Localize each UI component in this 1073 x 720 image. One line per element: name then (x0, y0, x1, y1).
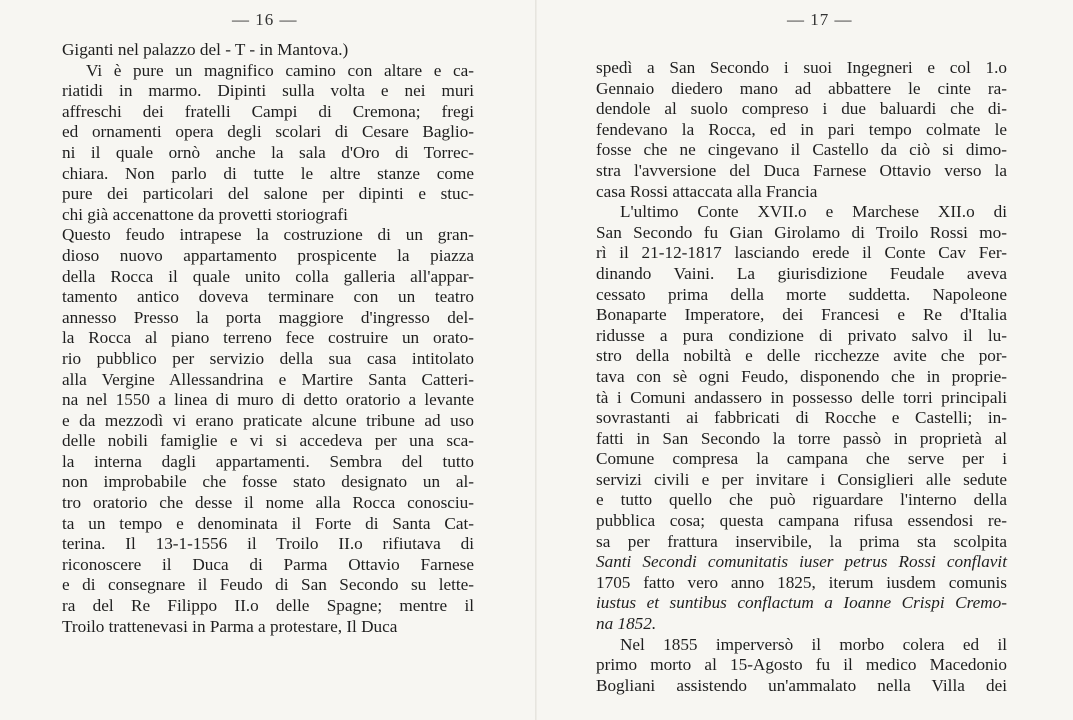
text-line: Troilo trattenevasi in Parma a protestare, Il Duca (62, 616, 398, 636)
text-line: tava con sè ogni Feudo, disponendo che in proprie- (596, 366, 1007, 386)
text-line: ed ornamenti opera degli scolari di Cesare Baglio- (62, 122, 474, 142)
text-line: cessato prima della morte suddetta. Napoleone (596, 284, 1007, 304)
text-line: ridusse a pura condizione di privato salvo il lu- (596, 325, 1007, 345)
text-line: L'ultimo Conte XVII.o e Marchese XII.o di (620, 202, 1007, 222)
text-line: chiara. Non parlo di tutte le altre stanze come (62, 163, 474, 183)
page-number: — 16 — (232, 10, 298, 29)
text-line: terina. Il 13-1-1556 il Troilo II.o rifiutava di (62, 534, 474, 554)
text-line: dioso nuovo appartamento prospicente la piazza (62, 245, 474, 265)
text-line: San Secondo fu Gian Girolamo di Troilo Rossi mo- (596, 222, 1007, 242)
text-line: casa Rossi attaccata alla Francia (596, 181, 818, 201)
text-line: iustus et suntibus conflactum a Ioanne Crispi Cremo- (596, 593, 1007, 613)
text-line: e di consegnare il Feudo di San Secondo su lette- (62, 575, 474, 595)
text-line: ta un tempo e denominata il Forte di Santa Cat- (62, 513, 474, 533)
text-line: Santi Secondi comunitatis iuser petrus Rossi conflavit (596, 552, 1007, 572)
text-line: sovrastanti ai fabbricati di Rocche e Castelli; in- (596, 408, 1007, 428)
text-line: Gennaio diedero mano ad abbattere le cinte ra- (596, 78, 1007, 98)
text-line: pure dei particolari del salone per dipinti e stuc- (62, 184, 474, 204)
text-line: fatti in San Secondo la torre passò in proprietà al (596, 428, 1007, 448)
text-line: alla Vergine Allessandrina e Martire Santa Catteri- (62, 369, 474, 389)
left-page (0, 0, 536, 720)
text-line: Nel 1855 imperversò il morbo colera ed il (620, 634, 1007, 654)
text-line: delle nobili famiglie e vi si accedeva per una sca- (62, 431, 474, 451)
text-line: fendevano la Rocca, ed in pari tempo colmate le (596, 119, 1007, 139)
text-line: na nel 1550 a linea di muro di detto oratorio a levante (62, 390, 474, 410)
text-line: della Rocca il quale unito colla galleria all'appar- (62, 266, 474, 286)
text-line: 1705 fatto vero anno 1825, iterum iusdem comunis (596, 572, 1007, 592)
text-line: tamento antico doveva terminare con un teatro (62, 287, 474, 307)
text-line: riconoscere il Duca di Parma Ottavio Farnese (62, 554, 474, 574)
text-line: Bonaparte Imperatore, dei Francesi e Re d'Italia (596, 305, 1007, 325)
page-text (596, 58, 1007, 696)
text-line: stro della nobiltà e delle ricchezze avite che por- (596, 346, 1007, 366)
text-line: servizi civili e per invitare i Consiglieri alle sedute (596, 469, 1007, 489)
text-line: primo morto al 15-Agosto fu il medico Macedonio (596, 655, 1007, 675)
text-line: non improbabile che fosse stato designato un al- (62, 472, 474, 492)
text-line: la interna dagli appartamenti. Sembra del tutto (62, 451, 474, 471)
text-line: Vi è pure un magnifico camino con altare e ca- (86, 60, 474, 80)
text-line: e da mezzodì vi erano praticate alcune tribune ad uso (62, 410, 474, 430)
text-line: pubblica cosa; questa campana rifusa essendosi re- (596, 511, 1007, 531)
page-text (62, 40, 474, 637)
text-line: stra l'avversione del Duca Farnese Ottavio verso la (596, 160, 1007, 180)
text-line: rì il 21-12-1817 lasciando erede il Conte Cav Fer- (596, 243, 1007, 263)
text-line: chi già accenattone da provetti storiografi (62, 204, 348, 224)
text-line: Giganti nel palazzo del - T - in Mantova.) (62, 40, 349, 59)
page-number: — 17 — (787, 10, 853, 29)
text-line: Comune compresa la campana che serve per i (596, 449, 1007, 469)
text-line: riatidi in marmo. Dipinti sulla volta e nei muri (62, 81, 474, 101)
text-line: la Rocca al piano terreno fece costruire un orato- (62, 328, 474, 348)
text-line: na 1852. (596, 614, 657, 634)
text-line: affreschi dei fratelli Campi di Cremona; fregi (62, 101, 474, 121)
text-line: dendole al suolo compreso i due baluardi che di- (596, 99, 1007, 119)
text-line: Questo feudo intrapese la costruzione di un gran- (62, 225, 474, 245)
right-page (537, 0, 1073, 720)
text-line: ni il quale ornò anche la sala d'Oro di Torrec- (62, 142, 474, 162)
text-line: sa per frattura inservibile, la prima sta scolpita (596, 531, 1007, 551)
text-line: tro oratorio che desse il nome alla Rocca conosciu- (62, 493, 474, 513)
text-line: fosse che ne cingevano il Castello da ciò si dimo- (596, 140, 1007, 160)
text-line: Bogliani assistendo un'ammalato nella Villa dei (596, 675, 1007, 695)
text-line: spedì a San Secondo i suoi Ingegneri e col 1.o (596, 58, 1007, 77)
text-line: tà i Comuni andassero in possesso delle torri principali (596, 387, 1007, 407)
text-line: rio pubblico per servizio della sua casa intitolato (62, 348, 474, 368)
text-line: dinando Vaini. La giurisdizione Feudale aveva (596, 263, 1007, 283)
text-line: e tutto quello che può riguardare l'interno della (596, 490, 1007, 510)
text-line: ra del Re Filippo II.o delle Spagne; mentre il (62, 596, 474, 616)
text-line: annesso Presso la porta maggiore d'ingresso del- (62, 307, 474, 327)
